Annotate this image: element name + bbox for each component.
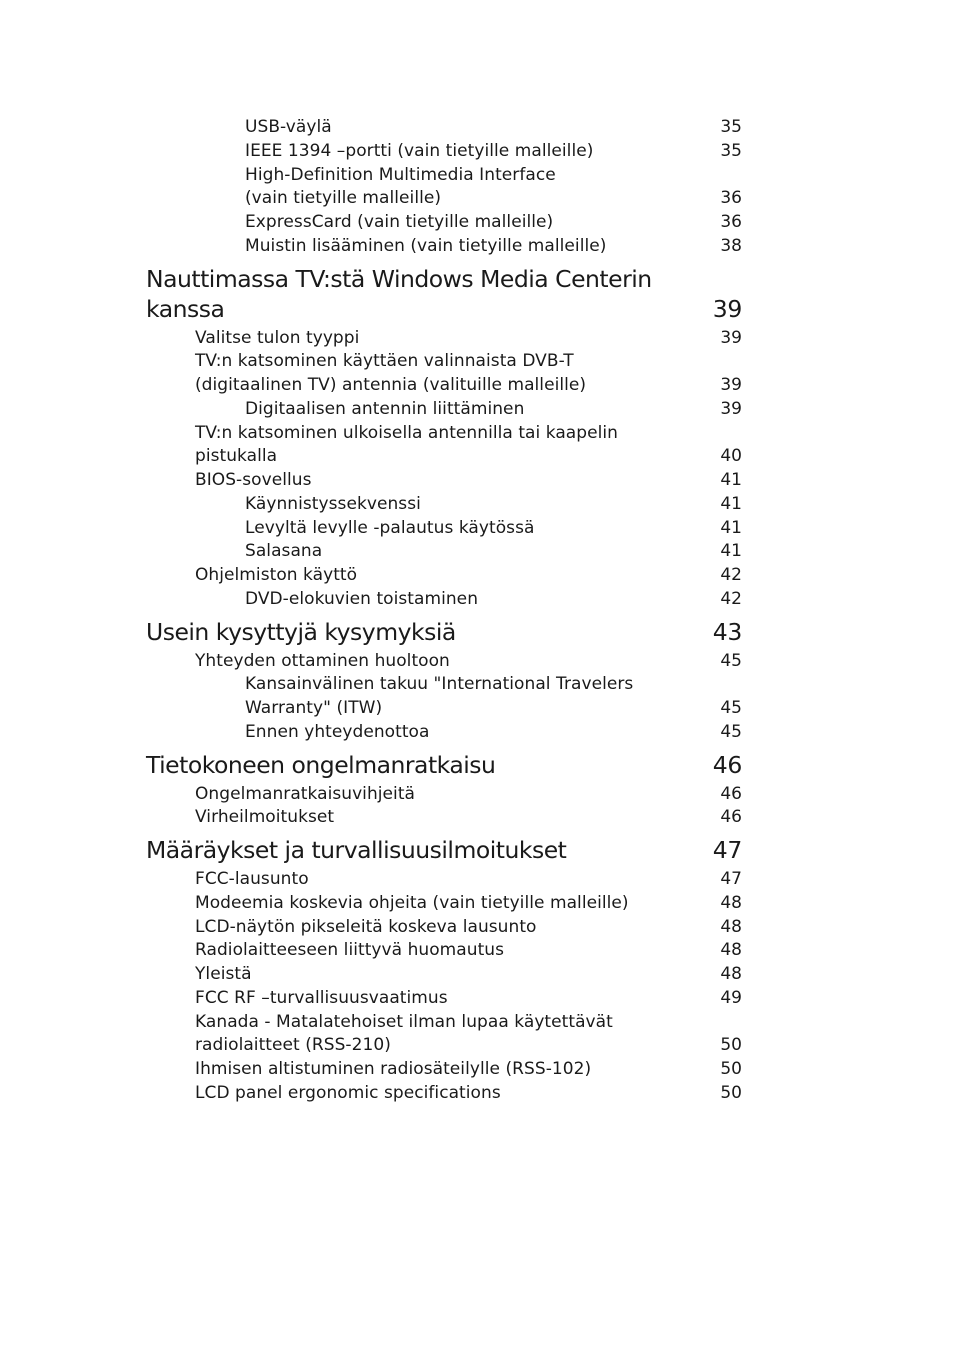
section-title-line: Virheilmoitukset xyxy=(195,807,335,828)
section-title-line: Ohjelmiston käyttö xyxy=(195,565,358,585)
page-number: 50 xyxy=(720,1059,742,1079)
section-title-line: pistukalla xyxy=(195,446,278,467)
section-title-line: LCD-näytön pikseleitä koskeva lausunto xyxy=(195,916,537,937)
section-title-line: TV:n katsominen ulkoisella antennilla tai kaapelin xyxy=(195,422,618,443)
chapter-title-line: Usein kysyttyjä kysymyksiä xyxy=(146,617,456,646)
section-title-line: Ennen yhteydenottoa xyxy=(245,721,430,742)
page-number: 39 xyxy=(720,375,742,395)
section-title-line: Warranty" (ITW) xyxy=(245,698,383,718)
page-number: 50 xyxy=(720,1035,742,1056)
section-title-line: Yleistä xyxy=(195,964,252,984)
page-number: 48 xyxy=(720,892,742,913)
page-number: 41 xyxy=(720,541,742,562)
section-title-line: DVD-elokuvien toistaminen xyxy=(245,588,479,609)
page-number: 41 xyxy=(720,517,742,538)
section-title-line: Salasana xyxy=(245,541,323,562)
chapter-title-line: Tietokoneen ongelmanratkaisu xyxy=(146,750,496,779)
page-number: 42 xyxy=(720,565,742,585)
page-number: 43 xyxy=(712,617,742,646)
page-number: 48 xyxy=(720,964,742,984)
page-number: 35 xyxy=(720,140,742,161)
page-number: 41 xyxy=(720,493,742,514)
page-number: 45 xyxy=(720,650,742,671)
section-title-line: USB-väylä xyxy=(245,117,332,137)
section-title-line: (digitaalinen TV) antennia (valituille malleille) xyxy=(195,375,587,395)
page-number: 39 xyxy=(720,327,742,348)
page-number: 38 xyxy=(720,235,742,256)
chapter-title-line: Nauttimassa TV:stä Windows Media Centerin xyxy=(146,264,652,293)
section-title-line: radiolaitteet (RSS-210) xyxy=(195,1035,391,1056)
page-number: 39 xyxy=(720,398,742,419)
section-title-line: Kanada - Matalatehoiset ilman lupaa käytettävät xyxy=(195,1011,613,1032)
page-number: 50 xyxy=(720,1082,742,1103)
section-title-line: Muistin lisääminen (vain tietyille malleille) xyxy=(245,235,607,256)
section-title-line: Modeemia koskevia ohjeita (vain tietyille malleille) xyxy=(195,892,629,913)
section-title-line: ExpressCard (vain tietyille malleille) xyxy=(245,212,554,232)
page-number: 46 xyxy=(712,750,742,779)
page-number: 48 xyxy=(720,940,742,961)
section-title-line: (vain tietyille malleille) xyxy=(245,188,442,209)
section-title-line: Valitse tulon tyyppi xyxy=(195,327,360,348)
section-title-line: Digitaalisen antennin liittäminen xyxy=(245,398,525,419)
section-title-line: LCD panel ergonomic specifications xyxy=(195,1082,501,1103)
section-title-line: High-Definition Multimedia Interface xyxy=(245,164,556,185)
page-number: 45 xyxy=(720,698,742,718)
section-title-line: IEEE 1394 –portti (vain tietyille malleille) xyxy=(245,140,594,161)
page-number: 46 xyxy=(720,783,742,804)
page-number: 47 xyxy=(720,869,742,889)
page-number: 42 xyxy=(720,588,742,609)
page-number: 40 xyxy=(720,446,742,467)
page-number: 48 xyxy=(720,916,742,937)
page-number: 46 xyxy=(720,807,742,828)
section-title-line: Levyltä levylle -palautus käytössä xyxy=(245,517,535,538)
section-title-line: FCC-lausunto xyxy=(195,869,309,889)
section-title-line: Radiolaitteeseen liittyvä huomautus xyxy=(195,940,505,961)
section-title-line: Yhteyden ottaminen huoltoon xyxy=(195,650,450,671)
page-number: 41 xyxy=(720,470,742,490)
section-title-line: FCC RF –turvallisuusvaatimus xyxy=(195,987,448,1008)
chapter-title-line: Määräykset ja turvallisuusilmoitukset xyxy=(146,836,567,864)
page-number: 45 xyxy=(720,721,742,742)
page-number: 35 xyxy=(720,117,742,137)
section-title-line: Kansainvälinen takuu "International Travelers xyxy=(245,674,634,695)
section-title-line: Ongelmanratkaisuvihjeitä xyxy=(195,783,416,804)
page-number: 47 xyxy=(712,836,742,864)
section-title-line: TV:n katsominen käyttäen valinnaista DVB-T xyxy=(195,351,574,372)
page-number: 36 xyxy=(720,188,742,209)
chapter-title-line: kanssa xyxy=(146,294,225,323)
section-title-line: Käynnistyssekvenssi xyxy=(245,493,421,514)
page-number: 49 xyxy=(720,987,742,1008)
page-number: 39 xyxy=(712,294,742,323)
section-title-line: Ihmisen altistuminen radiosäteilylle (RSS-102) xyxy=(195,1059,592,1079)
section-title-line: BIOS-sovellus xyxy=(195,470,312,490)
page-number: 36 xyxy=(720,212,742,232)
